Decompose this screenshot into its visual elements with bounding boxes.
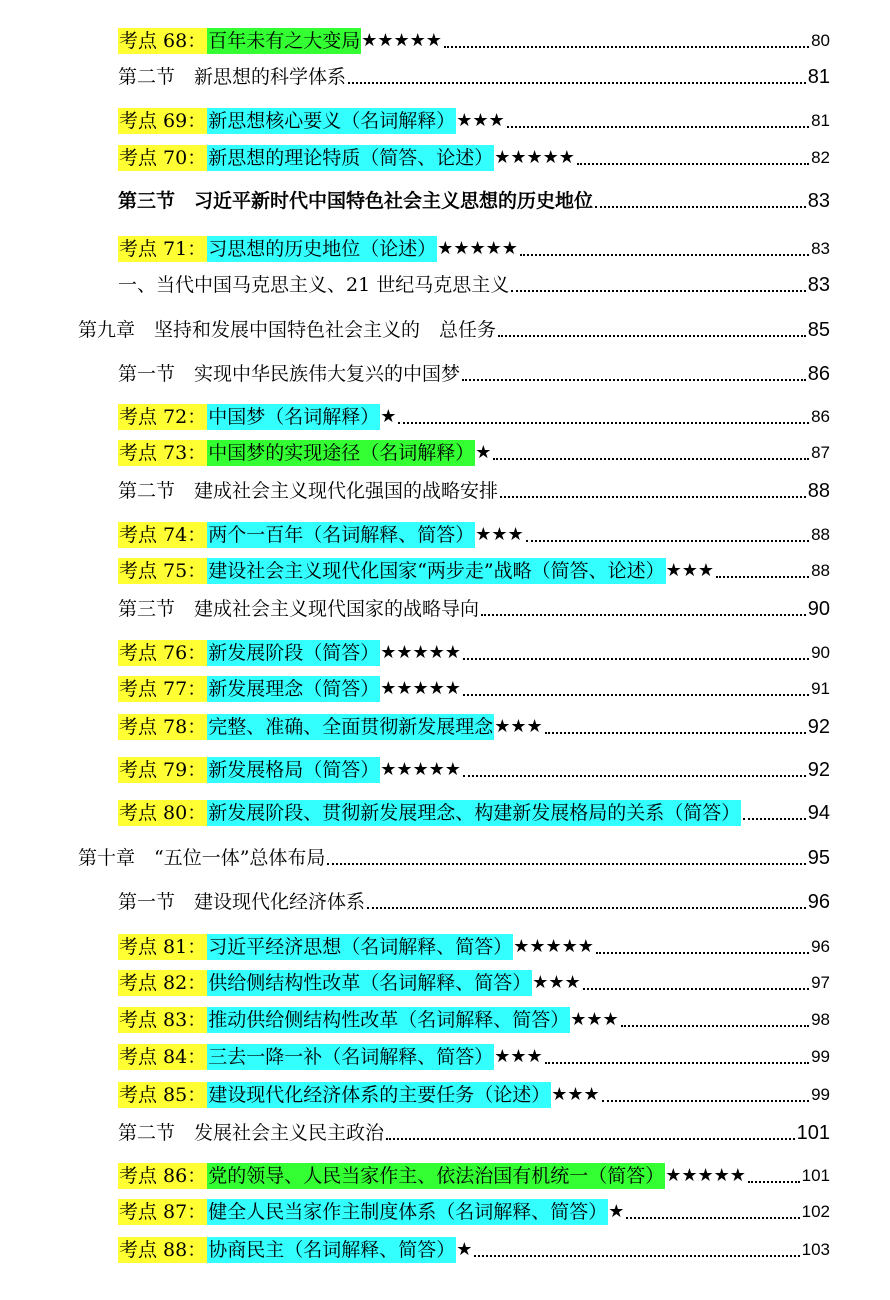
toc-point-entry[interactable] (118, 1007, 830, 1033)
point-title: 三去一降一补（名词解释、简答） (208, 1046, 494, 1068)
section-title: 一、当代中国马克思主义、21 世纪马克思主义 (118, 274, 510, 296)
dot-leader (621, 1025, 809, 1027)
page-number: 101 (801, 1166, 830, 1185)
dot-leader (748, 1181, 800, 1183)
point-title: 两个一百年（名词解释、简答） (208, 524, 475, 546)
point-label: 考点 78： (119, 716, 207, 738)
importance-stars: ★★★★★ (665, 1165, 746, 1186)
chapter-title: 第九章 坚持和发展中国特色社会主义的 总任务 (78, 319, 497, 341)
importance-stars: ★★★ (456, 110, 505, 131)
toc-point-entry[interactable] (118, 1237, 830, 1263)
page-number: 88 (807, 480, 830, 502)
section-title: 第一节 建设现代化经济体系 (118, 891, 366, 913)
point-label: 考点 76： (119, 642, 207, 664)
point-label: 考点 85： (119, 1084, 207, 1106)
point-title: 新发展理念（简答） (208, 678, 380, 700)
toc-section-entry[interactable] (118, 889, 830, 915)
point-label: 考点 80： (119, 802, 207, 824)
section-title: 第二节 新思想的科学体系 (118, 66, 347, 88)
page-number: 99 (811, 1047, 830, 1066)
point-title: 习思想的历史地位（论述） (208, 238, 437, 260)
page-number: 92 (807, 759, 830, 781)
page-number: 99 (811, 1085, 830, 1104)
toc-point-entry[interactable] (118, 934, 830, 960)
page-number: 88 (811, 525, 830, 544)
toc-section-entry[interactable] (118, 596, 830, 622)
point-label: 考点 84： (119, 1046, 207, 1068)
section-title: 第三节 习近平新时代中国特色社会主义思想的历史地位 (118, 190, 594, 212)
dot-leader (367, 907, 806, 909)
toc-point-entry[interactable] (118, 1082, 830, 1108)
point-label: 考点 77： (119, 678, 207, 700)
page-number: 98 (811, 1010, 830, 1029)
page-number: 102 (801, 1202, 830, 1221)
dot-leader (493, 458, 809, 460)
toc-point-entry[interactable] (118, 145, 830, 171)
page-number: 83 (807, 274, 830, 296)
point-title: 协商民主（名词解释、简答） (208, 1239, 456, 1261)
point-title: 新发展阶段、贯彻新发展理念、构建新发展格局的关系（简答） (208, 802, 741, 824)
page-number: 85 (807, 319, 830, 341)
dot-leader (498, 335, 806, 337)
page-number: 90 (811, 643, 830, 662)
point-label: 考点 72： (119, 406, 207, 428)
dot-leader (520, 254, 809, 256)
dot-leader (500, 496, 806, 498)
section-title: 第一节 实现中华民族伟大复兴的中国梦 (118, 363, 461, 385)
dot-leader (444, 46, 809, 48)
toc-point-entry[interactable] (118, 28, 830, 54)
point-label: 考点 70： (119, 147, 207, 169)
page-number: 86 (811, 407, 830, 426)
toc-section-entry[interactable] (118, 361, 830, 387)
point-title: 新思想核心要义（名词解释） (208, 110, 456, 132)
importance-stars: ★★★★★ (513, 936, 594, 957)
importance-stars: ★★★ (475, 524, 524, 545)
point-title: 建设社会主义现代化国家“两步走”战略（简答、论述） (208, 560, 665, 582)
dot-leader (462, 379, 806, 381)
page-number: 88 (811, 561, 830, 580)
toc-section-entry[interactable] (118, 1120, 830, 1146)
point-label: 考点 73： (119, 442, 207, 464)
importance-stars: ★★★ (665, 560, 715, 581)
dot-leader (463, 694, 809, 696)
dot-leader (545, 1062, 809, 1064)
dot-leader (474, 1255, 799, 1257)
toc-point-entry[interactable] (118, 404, 830, 430)
point-label: 考点 88： (119, 1239, 207, 1261)
section-title: 第二节 建成社会主义现代化强国的战略安排 (118, 480, 499, 502)
point-title: 习近平经济思想（名词解释、简答） (208, 936, 513, 958)
dot-leader (463, 658, 809, 660)
page-number: 95 (807, 847, 830, 869)
toc-section-entry[interactable] (118, 478, 830, 504)
importance-stars: ★ (475, 442, 492, 463)
page-number: 97 (811, 973, 830, 992)
importance-stars: ★★★ (570, 1009, 619, 1030)
importance-stars: ★★★ (532, 972, 581, 993)
point-label: 考点 81： (119, 936, 207, 958)
dot-leader (463, 775, 806, 777)
dot-leader (583, 988, 809, 990)
toc-point-entry[interactable] (118, 440, 830, 466)
page-number: 81 (807, 66, 830, 88)
chapter-title: 第十章 “五位一体”总体布局 (78, 847, 326, 869)
toc-point-entry[interactable] (118, 522, 830, 548)
toc-point-entry[interactable] (118, 558, 830, 584)
toc-section-entry[interactable] (118, 188, 830, 214)
dot-leader (386, 1138, 795, 1140)
toc-point-entry[interactable] (118, 800, 830, 826)
toc-point-entry[interactable] (118, 970, 830, 996)
point-title: 新发展阶段（简答） (208, 642, 380, 664)
importance-stars: ★ (380, 406, 397, 427)
page-number: 90 (807, 598, 830, 620)
dot-leader (507, 126, 809, 128)
toc-point-entry[interactable] (118, 676, 830, 702)
importance-stars: ★★★★★ (494, 147, 575, 168)
page-number: 92 (807, 716, 830, 738)
importance-stars: ★★★★★ (380, 759, 461, 780)
point-title: 中国梦（名词解释） (208, 406, 380, 428)
dot-leader (596, 952, 809, 954)
toc-point-entry[interactable] (118, 108, 830, 134)
point-label: 考点 82： (119, 972, 207, 994)
point-label: 考点 83： (119, 1009, 207, 1031)
point-label: 考点 79： (119, 759, 207, 781)
point-title: 党的领导、人民当家作主、依法治国有机统一（简答） (208, 1165, 665, 1187)
point-title: 完整、准确、全面贯彻新发展理念 (208, 716, 494, 738)
point-title: 健全人民当家作主制度体系（名词解释、简答） (208, 1201, 608, 1223)
point-label: 考点 75： (119, 560, 207, 582)
point-label: 考点 86： (119, 1165, 207, 1187)
page-number: 94 (807, 802, 830, 824)
importance-stars: ★ (456, 1239, 473, 1260)
toc-chapter-entry[interactable] (78, 845, 830, 871)
point-label: 考点 68： (119, 30, 207, 52)
point-title: 百年未有之大变局 (208, 30, 361, 52)
section-title: 第三节 建成社会主义现代国家的战略导向 (118, 598, 480, 620)
page-number: 87 (811, 443, 830, 462)
dot-leader (481, 614, 806, 616)
dot-leader (526, 540, 809, 542)
toc-point-entry[interactable] (118, 1199, 830, 1225)
page-number: 81 (811, 111, 830, 130)
dot-leader (545, 732, 806, 734)
importance-stars: ★★★★★ (361, 30, 442, 51)
page-number: 80 (811, 31, 830, 50)
point-label: 考点 69： (119, 110, 207, 132)
point-title: 供给侧结构性改革（名词解释、简答） (208, 972, 532, 994)
page-number: 91 (811, 679, 830, 698)
toc-point-entry[interactable] (118, 236, 830, 262)
importance-stars: ★★★★★ (380, 678, 461, 699)
toc-section-entry[interactable] (118, 64, 830, 90)
importance-stars: ★★★★★ (380, 642, 461, 663)
page-number: 86 (807, 363, 830, 385)
toc-point-entry[interactable] (118, 757, 830, 783)
toc-point-entry[interactable] (118, 640, 830, 666)
importance-stars: ★★★ (494, 716, 543, 737)
point-title: 推动供给侧结构性改革（名词解释、简答） (208, 1009, 570, 1031)
page-number: 83 (811, 239, 830, 258)
dot-leader (743, 818, 806, 820)
dot-leader (602, 1100, 809, 1102)
section-title: 第二节 发展社会主义民主政治 (118, 1122, 385, 1144)
page-number: 96 (807, 891, 830, 913)
toc-section-entry[interactable] (118, 272, 830, 298)
point-title: 新发展格局（简答） (208, 759, 380, 781)
point-label: 考点 87： (119, 1201, 207, 1223)
page-number: 83 (807, 190, 830, 212)
dot-leader (716, 576, 809, 578)
dot-leader (577, 163, 809, 165)
point-label: 考点 74： (119, 524, 207, 546)
point-title: 中国梦的实现途径（名词解释） (208, 442, 475, 464)
point-label: 考点 71： (119, 238, 207, 260)
dot-leader (348, 82, 806, 84)
page-number: 82 (811, 148, 830, 167)
dot-leader (327, 863, 805, 865)
dot-leader (511, 290, 806, 292)
dot-leader (595, 206, 806, 208)
importance-stars: ★★★ (494, 1046, 543, 1067)
page-number: 101 (796, 1122, 830, 1144)
dot-leader (398, 422, 809, 424)
page-number: 96 (811, 937, 830, 956)
point-title: 建设现代化经济体系的主要任务（论述） (208, 1084, 551, 1106)
importance-stars: ★★★ (551, 1084, 600, 1105)
page-number: 103 (801, 1240, 830, 1259)
toc-point-entry[interactable] (118, 714, 830, 740)
toc-point-entry[interactable] (118, 1044, 830, 1070)
importance-stars: ★ (608, 1201, 625, 1222)
point-title: 新思想的理论特质（简答、论述） (208, 147, 494, 169)
toc-point-entry[interactable] (118, 1163, 830, 1189)
toc-chapter-entry[interactable] (78, 317, 830, 343)
importance-stars: ★★★★★ (437, 238, 518, 259)
dot-leader (626, 1217, 799, 1219)
